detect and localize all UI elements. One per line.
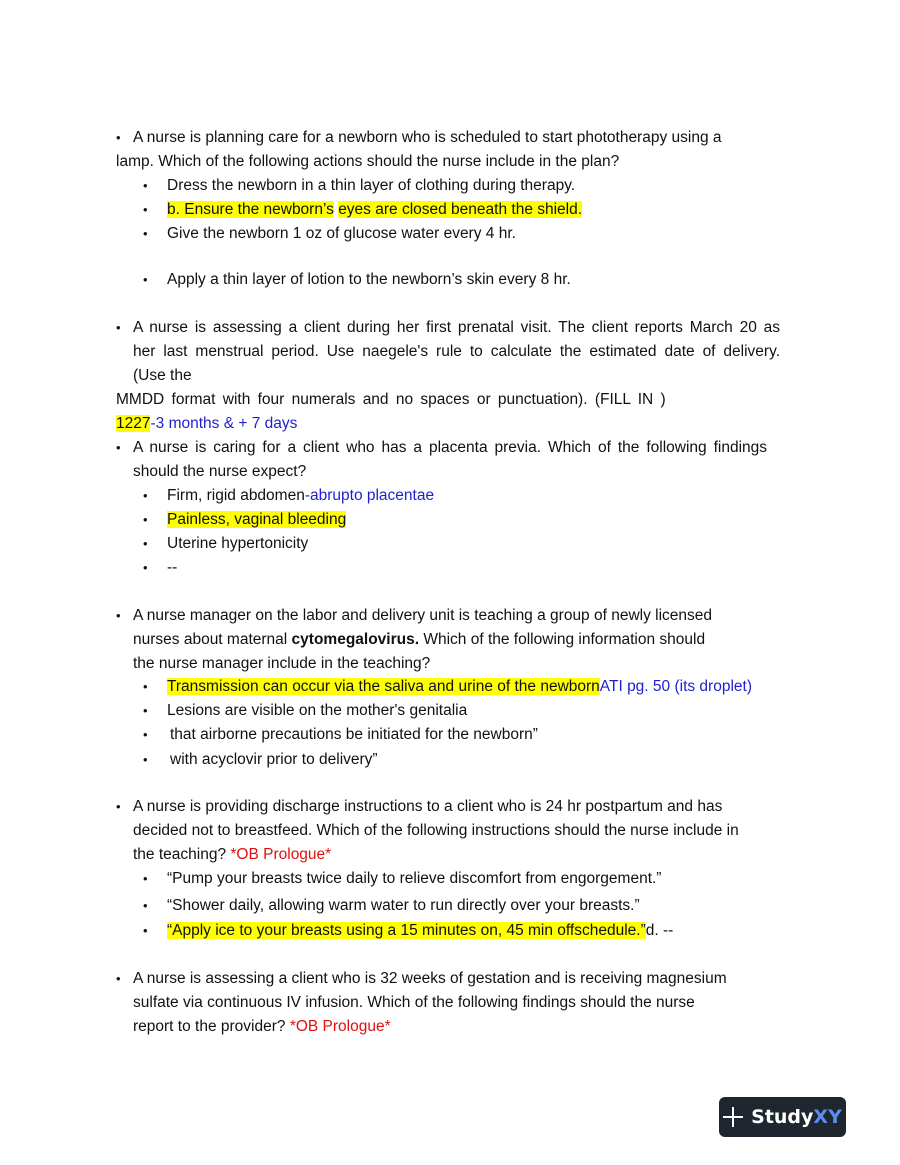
- option: Uterine hypertonicity: [167, 535, 309, 552]
- bullet: •: [143, 923, 148, 938]
- bullet: •: [143, 272, 148, 287]
- question-5-stem-cont: [133, 845, 331, 865]
- option: Dress the newborn in a thin layer of clothing during therapy.: [167, 177, 576, 194]
- logo-text: [751, 1106, 842, 1128]
- question-1-stem-cont: lamp. Which of the following actions should the nurse include in the plan?: [116, 153, 620, 170]
- bullet: •: [143, 512, 148, 527]
- bullet: •: [116, 608, 121, 623]
- option: --: [167, 559, 178, 576]
- plus-icon: [723, 1107, 743, 1127]
- option-text: Firm, rigid abdomen: [167, 487, 305, 504]
- option-highlighted: [167, 677, 752, 697]
- bullet: •: [143, 178, 148, 193]
- highlighted-answer: Transmission can occur via the saliva and urine of the newborn: [167, 678, 600, 695]
- bullet: •: [116, 799, 121, 814]
- question-2-stem-cont: (Use the: [133, 367, 192, 384]
- question-5-stem-cont: decided not to breastfeed. Which of the following instructions should the nurse include in: [133, 822, 739, 839]
- option: “Pump your breasts twice daily to relieve discomfort from engorgement.”: [167, 870, 662, 887]
- source-tag: *OB Prologue*: [230, 846, 332, 863]
- option: [167, 486, 434, 506]
- question-6-stem-cont: sulfate via continuous IV infusion. Which of the following findings should the nurse: [133, 994, 695, 1011]
- option-note: ATI pg. 50 (its droplet): [599, 678, 752, 695]
- option-highlighted: [167, 200, 582, 220]
- bullet: •: [143, 898, 148, 913]
- bullet: •: [116, 971, 121, 986]
- bullet: •: [143, 871, 148, 886]
- question-2-stem-cont: MMDD format with four numerals and no spaces or punctuation). (FILL IN ): [116, 391, 666, 408]
- answer-line: [116, 414, 297, 434]
- bullet: •: [143, 202, 148, 217]
- stem-text: the teaching?: [133, 846, 231, 863]
- answer-note: -3 months & + 7 days: [150, 415, 298, 432]
- bullet: •: [143, 226, 148, 241]
- question-1-stem: A nurse is planning care for a newborn who is scheduled to start phototherapy using a: [133, 129, 722, 146]
- question-5-stem: A nurse is providing discharge instructions to a client who is 24 hr postpartum and has: [133, 798, 723, 815]
- bullet: •: [143, 703, 148, 718]
- studyxy-logo[interactable]: [719, 1097, 846, 1137]
- stem-text: nurses about maternal: [133, 631, 292, 648]
- question-2-stem-cont: her last menstrual period. Use naegele's rule to calculate the estimated date of delivery.: [133, 343, 780, 360]
- bullet: •: [143, 727, 148, 742]
- question-4-stem-cont: [133, 630, 705, 650]
- stem-text: report to the provider?: [133, 1018, 290, 1035]
- option: “Shower daily, allowing warm water to run directly over your breasts.”: [167, 897, 640, 914]
- question-4-stem: A nurse manager on the labor and delivery unit is teaching a group of newly licensed: [133, 607, 713, 624]
- bullet: •: [143, 752, 148, 767]
- question-3-stem: A nurse is caring for a client who has a placenta previa. Which of the following findings: [133, 439, 767, 456]
- source-tag: *OB Prologue*: [289, 1018, 391, 1035]
- option-note: -abrupto placentae: [304, 487, 435, 504]
- option: that airborne precautions be initiated for the newborn”: [170, 726, 538, 743]
- option: Apply a thin layer of lotion to the newborn’s skin every 8 hr.: [167, 271, 571, 288]
- bullet: •: [116, 130, 121, 145]
- option-highlighted: [167, 510, 346, 530]
- question-6-stem-cont: [133, 1017, 391, 1037]
- option: Lesions are visible on the mother's genitalia: [167, 702, 468, 719]
- option: with acyclovir prior to delivery”: [170, 751, 378, 768]
- bullet: •: [116, 440, 121, 455]
- question-2-stem: A nurse is assessing a client during her first prenatal visit. The client reports March 20 as: [133, 319, 780, 336]
- logo-study: Study: [751, 1106, 814, 1128]
- logo-xy: XY: [813, 1106, 842, 1128]
- highlighted-answer: b. Ensure the newborn’s: [167, 201, 334, 218]
- highlighted-answer: “Apply ice to your breasts using a 15 minutes on, 45 min offschedule.”: [167, 922, 646, 939]
- bold-term: cytomegalovirus.: [291, 631, 420, 648]
- bullet: •: [143, 679, 148, 694]
- question-6-stem: A nurse is assessing a client who is 32 weeks of gestation and is receiving magnesium: [133, 970, 727, 987]
- question-4-stem-cont: the nurse manager include in the teaching?: [133, 655, 431, 672]
- bullet: •: [143, 560, 148, 575]
- bullet: •: [143, 536, 148, 551]
- bullet: •: [116, 320, 121, 335]
- option-highlighted: [167, 921, 673, 941]
- stem-text: Which of the following information should: [419, 631, 706, 648]
- bullet: •: [143, 488, 148, 503]
- option: Give the newborn 1 oz of glucose water every 4 hr.: [167, 225, 516, 242]
- highlighted-answer: Painless, vaginal bleeding: [167, 511, 347, 528]
- option-tail: d. --: [645, 922, 674, 939]
- highlighted-answer: eyes are closed beneath the shield.: [338, 201, 583, 218]
- question-3-stem-cont: should the nurse expect?: [133, 463, 307, 480]
- highlighted-answer: 1227: [116, 415, 151, 432]
